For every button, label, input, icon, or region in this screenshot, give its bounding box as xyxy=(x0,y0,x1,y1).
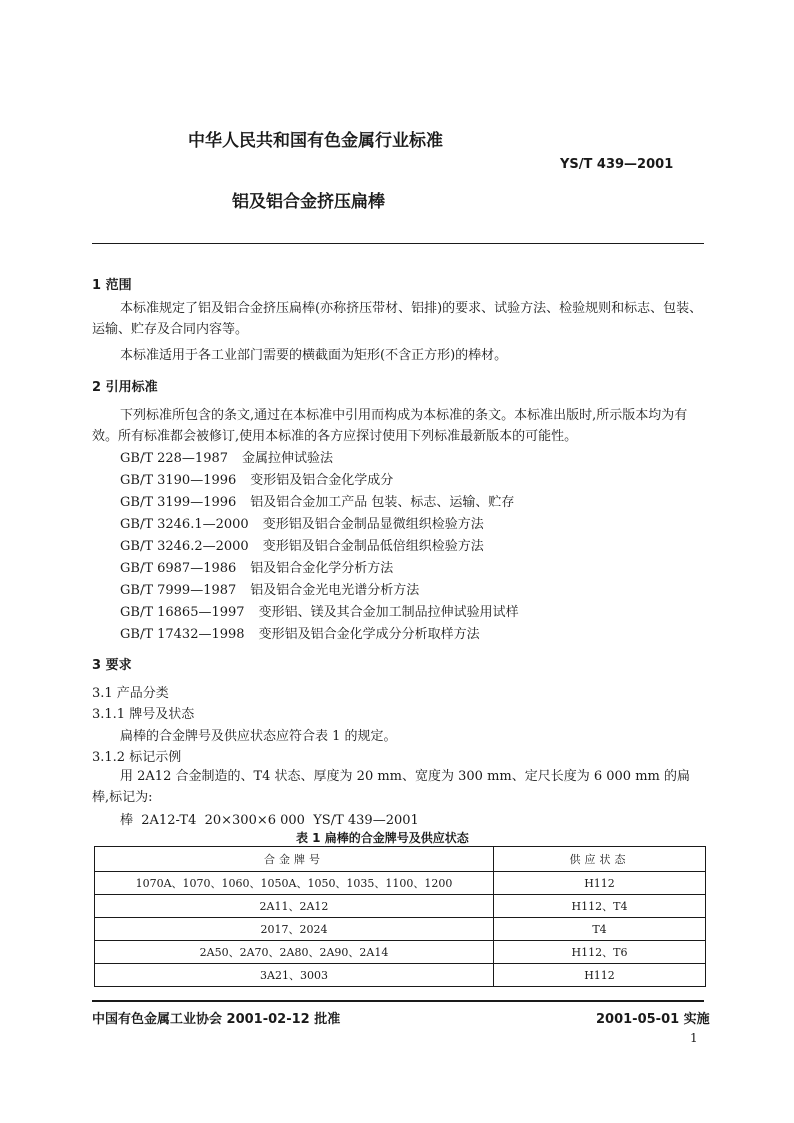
alloy-cell: 2017、2024 xyxy=(95,918,494,941)
footer-rule xyxy=(92,1000,704,1002)
temper-cell: H112 xyxy=(494,964,706,987)
reference-item xyxy=(120,491,514,510)
reference-code: GB/T 3246.2—2000 xyxy=(120,539,249,554)
alloy-cell: 3A21、3003 xyxy=(95,964,494,987)
alloy-cell: 2A50、2A70、2A80、2A90、2A14 xyxy=(95,941,494,964)
section-1-paragraph-1: 本标准规定了铝及铝合金挤压扁棒(亦称挤压带材、铝排)的要求、试验方法、检验规则和标志、包装、运输、贮存及合同内容等。 xyxy=(92,301,703,337)
approval-line: 中国有色金属工业协会 2001-02-12 批准 xyxy=(92,1012,341,1027)
reference-title: 金属拉伸试验法 xyxy=(242,451,334,466)
table-row xyxy=(95,895,706,918)
table-row xyxy=(95,872,706,895)
reference-title: 变形铝及铝合金制品显微组织检验方法 xyxy=(262,517,484,532)
temper-cell: H112 xyxy=(494,872,706,895)
reference-title: 变形铝及铝合金化学成分分析取样方法 xyxy=(258,627,480,642)
section-1-paragraph-2: 本标准适用于各工业部门需要的横截面为矩形(不含正方形)的棒材。 xyxy=(120,348,508,363)
reference-code: GB/T 17432—1998 xyxy=(120,627,245,642)
reference-code: GB/T 6987—1986 xyxy=(120,561,237,576)
alloy-temper-table xyxy=(94,846,706,987)
reference-title: 铝及铝合金光电光谱分析方法 xyxy=(250,583,420,598)
reference-code: GB/T 3199—1996 xyxy=(120,495,237,510)
standard-number: YS/T 439—2001 xyxy=(560,157,674,172)
table-row xyxy=(95,964,706,987)
column-header-alloy: 合金牌号 xyxy=(95,847,494,872)
reference-title: 铝及铝合金加工产品 包装、标志、运输、贮存 xyxy=(250,495,515,510)
reference-item xyxy=(120,447,333,466)
section-1-heading: 1 范围 xyxy=(92,278,132,293)
reference-code: GB/T 16865—1997 xyxy=(120,605,245,620)
section-2-intro: 下列标准所包含的条文,通过在本标准中引用而构成为本标准的条文。本标准出版时,所示版本均为有效。所有标准都会被修订,使用本标准的各方应探讨使用下列标准最新版本的可能性。 xyxy=(92,408,688,444)
reference-title: 变形铝及铝合金制品低倍组织检验方法 xyxy=(262,539,484,554)
reference-item xyxy=(120,557,393,576)
section-2-heading: 2 引用标准 xyxy=(92,380,158,395)
table-header-row xyxy=(95,847,706,872)
table-row xyxy=(95,918,706,941)
table-row xyxy=(95,941,706,964)
alloy-cell: 1070A、1070、1060、1050A、1050、1035、1100、1200 xyxy=(95,872,494,895)
section-3-heading: 3 要求 xyxy=(92,658,132,673)
table-caption: 表 1 扁棒的合金牌号及供应状态 xyxy=(296,831,469,845)
reference-code: GB/T 7999—1987 xyxy=(120,583,237,598)
page-number: 1 xyxy=(690,1031,698,1045)
section-3-1-1-heading: 3.1.1 牌号及状态 xyxy=(92,707,195,722)
reference-title: 变形铝及铝合金化学成分 xyxy=(250,473,394,488)
header-rule xyxy=(92,243,704,244)
temper-cell: T4 xyxy=(494,918,706,941)
reference-item xyxy=(120,513,484,532)
marking-example: 棒 2A12-T4 20×300×6 000 YS/T 439—2001 xyxy=(120,813,419,828)
reference-item xyxy=(120,469,393,488)
reference-item xyxy=(120,601,519,620)
reference-item xyxy=(120,535,484,554)
alloy-cell: 2A11、2A12 xyxy=(95,895,494,918)
section-3-1-2-heading: 3.1.2 标记示例 xyxy=(92,750,182,765)
reference-code: GB/T 228—1987 xyxy=(120,451,229,466)
section-3-1-1-paragraph: 扁棒的合金牌号及供应状态应符合表 1 的规定。 xyxy=(120,729,397,744)
reference-item xyxy=(120,623,480,642)
column-header-temper: 供应状态 xyxy=(494,847,706,872)
temper-cell: H112、T4 xyxy=(494,895,706,918)
doc-title: 铝及铝合金挤压扁棒 xyxy=(232,192,385,212)
temper-cell: H112、T6 xyxy=(494,941,706,964)
section-3-1-2-paragraph: 用 2A12 合金制造的、T4 状态、厚度为 20 mm、宽度为 300 mm、定尺长度为 6 000 mm 的扁棒,标记为: xyxy=(92,769,691,805)
reference-item xyxy=(120,579,419,598)
reference-code: GB/T 3190—1996 xyxy=(120,473,237,488)
reference-title: 铝及铝合金化学分析方法 xyxy=(250,561,394,576)
effective-date: 2001-05-01 实施 xyxy=(596,1012,710,1027)
reference-code: GB/T 3246.1—2000 xyxy=(120,517,249,532)
reference-title: 变形铝、镁及其合金加工制品拉伸试验用试样 xyxy=(258,605,519,620)
section-3-1-heading: 3.1 产品分类 xyxy=(92,686,169,701)
org-title: 中华人民共和国有色金属行业标准 xyxy=(188,131,443,151)
